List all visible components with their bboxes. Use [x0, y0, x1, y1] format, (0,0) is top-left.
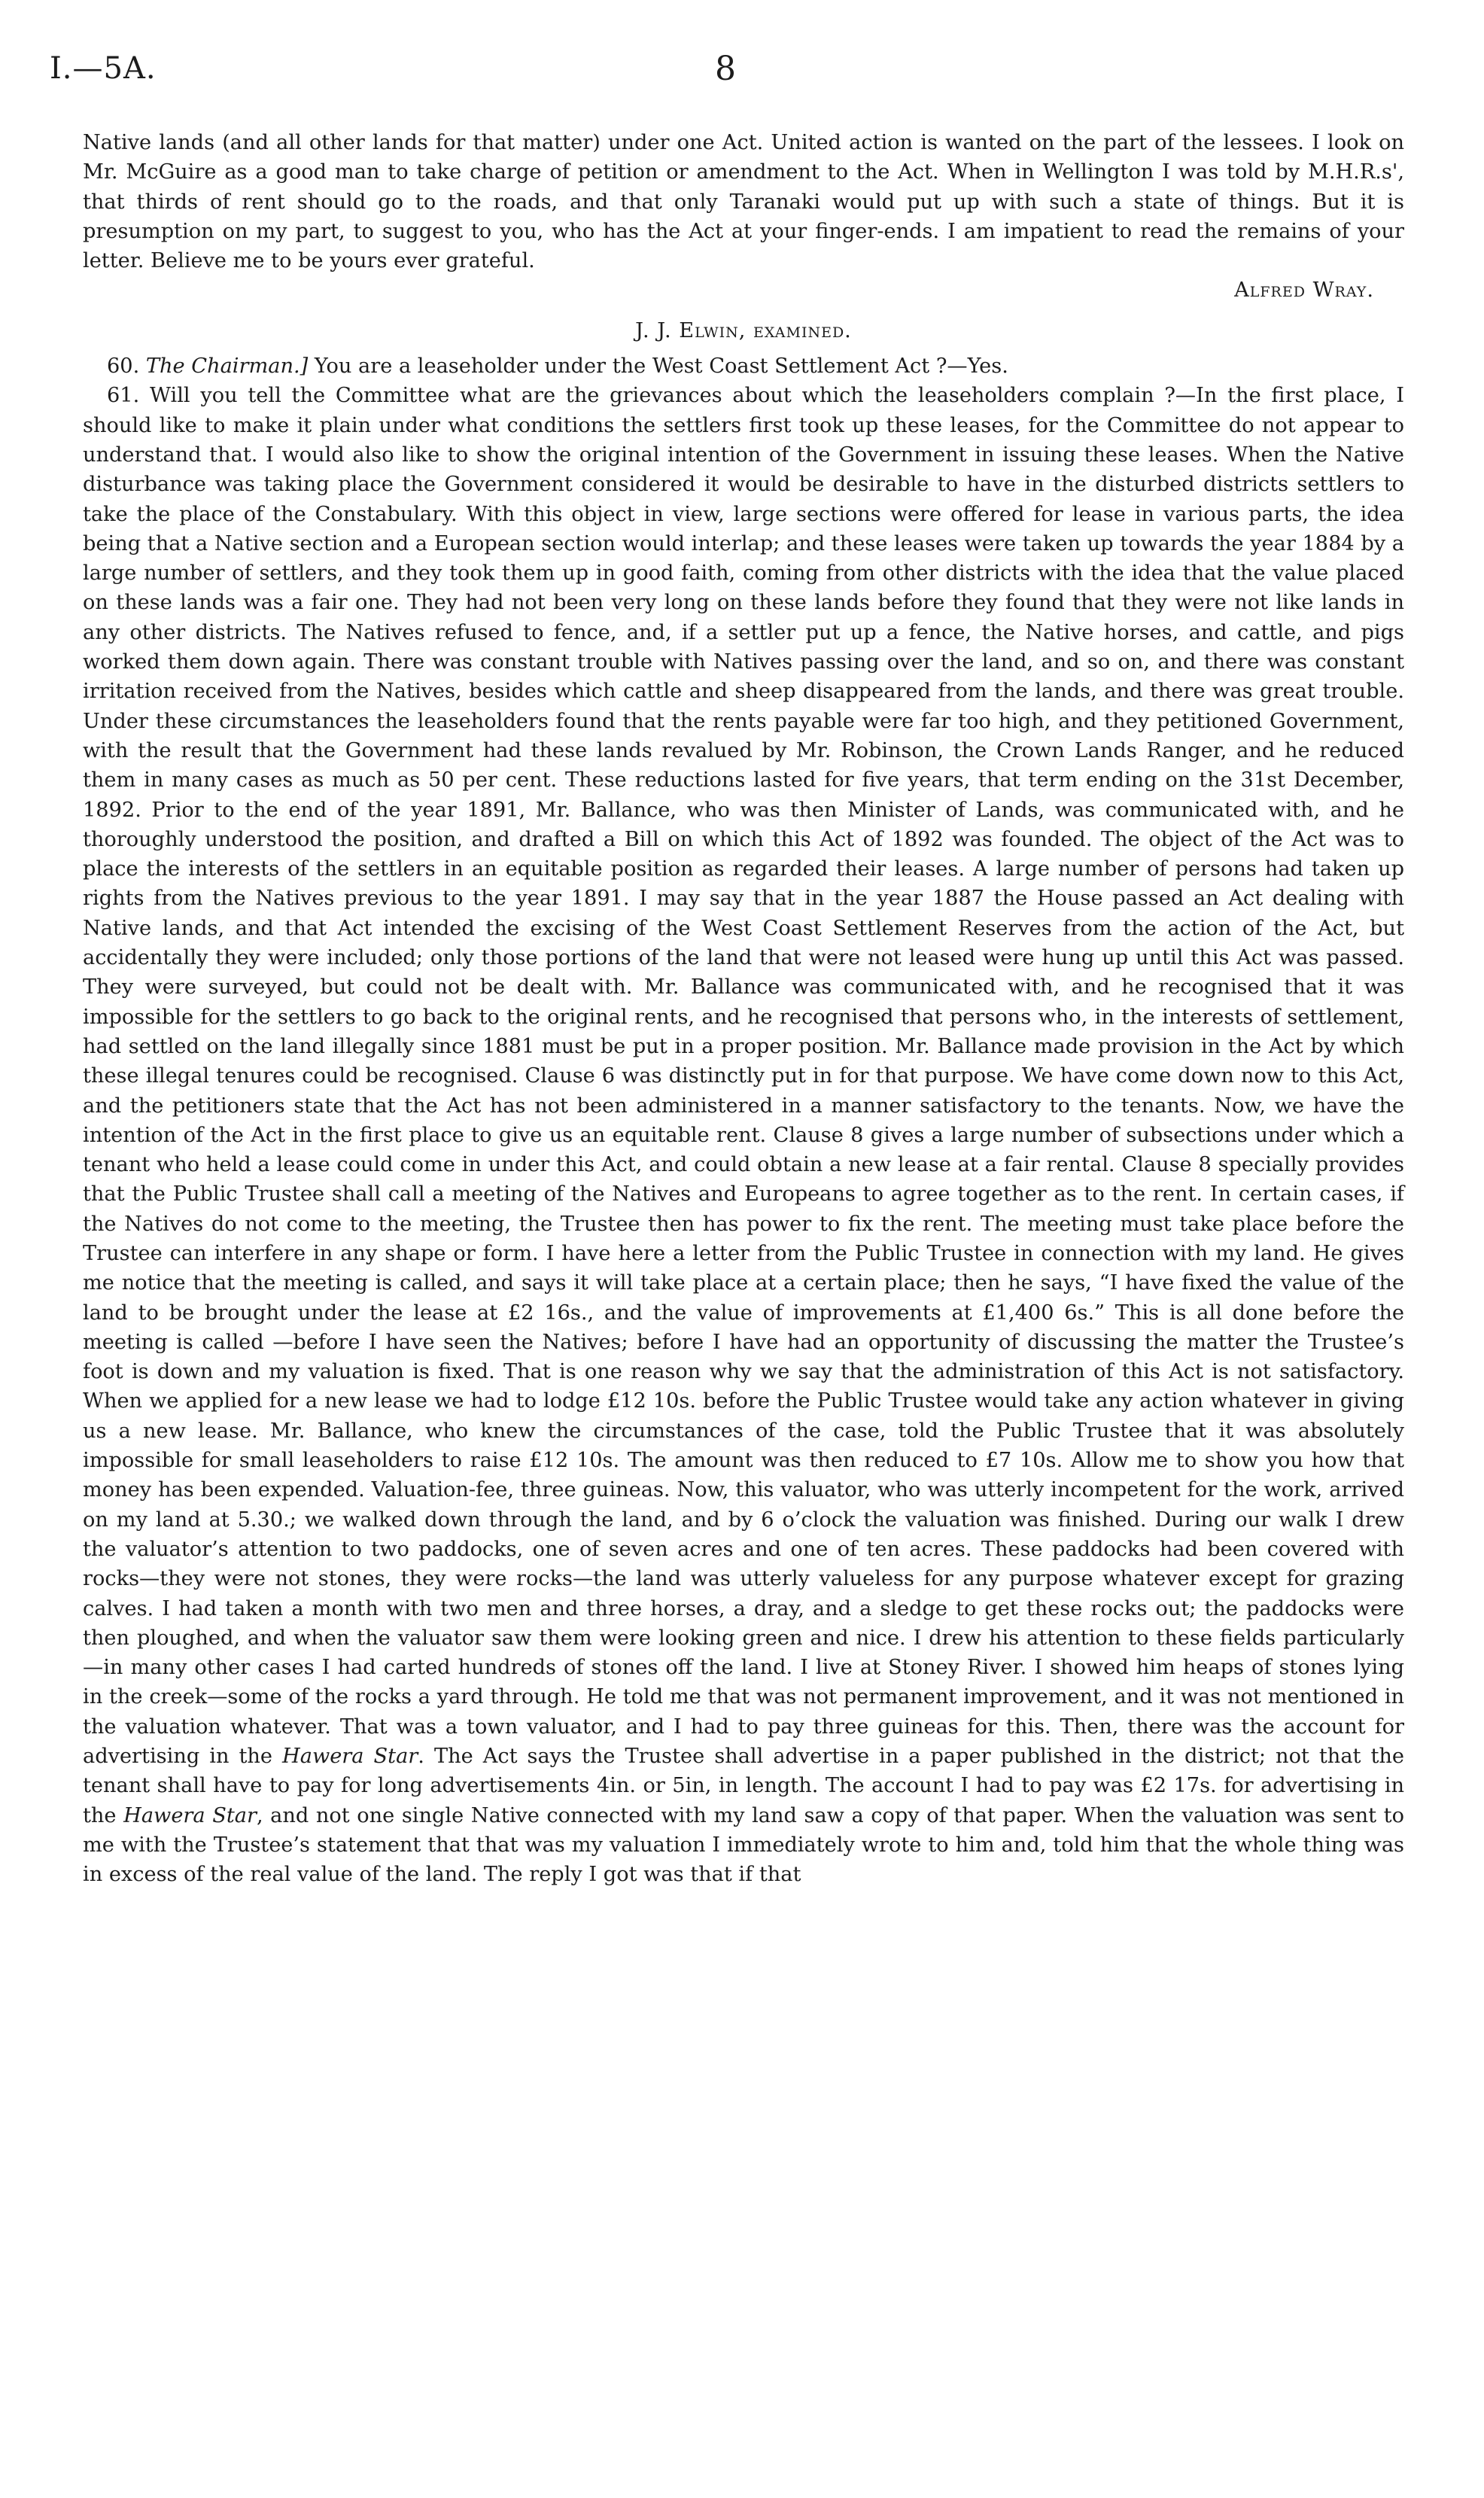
witness-heading: J. J. Elwin, examined.: [635, 318, 852, 342]
page-number: 8: [715, 50, 736, 88]
q61-number: 61.: [107, 384, 140, 408]
q60-speaker: The Chairman.]: [145, 354, 309, 379]
newspaper-name: Hawera Star: [123, 1803, 257, 1827]
newspaper-name: Hawera Star: [282, 1745, 418, 1769]
letter-signature: Alfred Wray.: [1234, 278, 1374, 303]
signature-line: [83, 275, 1404, 305]
letter-body: Native lands (and all other lands for that matter) under one Act. United action is wanted on the part of the lessees. I look on Mr. McGuire as a good man to take charge of petition or amendment to the Act. When in Wellington I was told by M.H.R.s', that thirds of rent should go to the roads, and that only Taranaki would put up with such a state of things. But it is presumption on my part, to suggest to you, who has the Act at your finger-ends. I am impatient to read the remains of your letter. Believe me to be yours ever grateful.: [83, 131, 1404, 273]
letter-paragraph: [83, 128, 1404, 275]
body-text: [83, 128, 1404, 1890]
question-61: [83, 381, 1404, 1889]
document-reference: I.—5A.: [50, 51, 157, 86]
q60-text: You are a leaseholder under the West Coast Settlement Act ?—Yes.: [314, 354, 1008, 379]
question-60: [83, 351, 1404, 381]
q61-text-part-2: . The Act says the Trustee shall advertise in a paper published in the district; not that the tenant shall have to pay for long advertisements 4in. or 5in, in length. The account I had to pay was £2 17s. for advertising in the: [83, 1745, 1404, 1827]
q61-text-part-3: , and not one single Native connected with my land saw a copy of that paper. When the valuation was sent to me with the Trustee’s statement that that was my valuation I immediately wrote to him and, told him that the whole thing was in excess of the real value of the land. The reply I got was that if that: [83, 1803, 1404, 1887]
q60-number: 60.: [107, 354, 140, 379]
q61-text-part-1: Will you tell the Committee what are the grievances about which the leaseholders complain ?—In the first place, I should like to make it plain under what conditions the settlers first took up these leases, for the Committee do not appear to understand that. I would also like to show the original intention of the Government in issuing these leases. When the Native disturbance was taking place the Government considered it would be desirable to have in the disturbed districts settlers to take the place of the Constabulary. With this object in view, large sections were offered for lease in various parts, the idea being that a Native section and a European section would interlap; and these leases were taken up towards the year 1884 by a large number of settlers, and they took them up in good faith, coming from other districts with the idea that the value placed on these lands was a fair one. They had not been very long on these lands before they found that they were not like lands in any other districts. The Natives refused to fence, and, if a settler put up a fence, the Native horses, and cattle, and pigs worked them down again. There was constant trouble with Natives passing over the land, and so on, and there was constant irritation received from the Natives, besides which cattle and sheep disappeared from the lands, and there was great trouble. Under these circumstances the leaseholders found that the rents payable were far too high, and they petitioned Government, with the result that the Government had these lands revalued by Mr. Robinson, the Crown Lands Ranger, and he reduced them in many cases as much as 50 per cent. These reductions lasted for five years, that term ending on the 31st December, 1892. Prior to the end of the year 1891, Mr. Ballance, who was then Minister of Lands, was communicated with, and he thoroughly understood the position, and drafted a Bill on which this Act of 1892 was founded. The object of the Act was to place the interests of the settlers in an equitable position as regarded their leases. A large number of persons had taken up rights from the Natives previous to the year 1891. I may say that in the year 1887 the House passed an Act dealing with Native lands, and that Act intended the excising of the West Coast Settlement Reserves from the action of the Act, but accidentally they were included; only those portions of the land that were not leased were hung up until this Act was passed. They were surveyed, but could not be dealt with. Mr. Ballance was communicated with, and he recognised that it was impossible for the settlers to go back to the original rents, and he recognised that persons who, in the interests of settlement, had settled on the land illegally since 1881 must be put in a proper position. Mr. Ballance made provision in the Act by which these illegal tenures could be recognised. Clause 6 was distinctly put in for that purpose. We have come down now to this Act, and the petitioners state that the Act has not been administered in a manner satisfactory to the tenants. Now, we have the intention of the Act in the first place to give us an equitable rent. Clause 8 gives a large number of subsections under which a tenant who held a lease could come in under this Act, and could obtain a new lease at a fair rental. Clause 8 specially provides that the Public Trustee shall call a meeting of the Natives and Europeans to agree together as to the rent. In certain cases, if the Natives do not come to the meeting, the Trustee then has power to fix the rent. The meeting must take place before the Trustee can interfere in any shape or form. I have here a letter from the Public Trustee in connection with my land. He gives me notice that the meeting is called, and says it will take place at a certain place; then he says, “I have fixed the value of the land to be brought under the lease at £2 16s., and the value of improvements at £1,400 6s.” This is all done before the meeting is called —before I have seen the Natives; before I have had an opportunity of discussing the matter the Trustee’s foot is down and my valuation is fixed. That is one reason why we say that the administration of this Act is not satisfactory. When we applied for a new lease we had to lodge £12 10s. before the Public Trustee would take any action whatever in giving us a new lease. Mr. Ballance, who knew the circumstances of the case, told the Public Trustee that it was absolutely impossible for small leaseholders to raise £12 10s. The amount was then reduced to £7 10s. Allow me to show you how that money has been expended. Valuation-fee, three guineas. Now, this valuator, who was utterly incompetent for the work, arrived on my land at 5.30.; we walked down through the land, and by 6 o’clock the valuation was finished. During our walk I drew the valuator’s attention to two paddocks, one of seven acres and one of ten acres. These paddocks had been covered with rocks—they were not stones, they were rocks—the land was utterly valueless for any purpose whatever except for grazing calves. I had taken a month with two men and three horses, a dray, and a sledge to get these rocks out; the paddocks were then ploughed, and when the valuator saw them were looking green and nice. I drew his attention to these fields particularly—in many other cases I had carted hundreds of stones off the land. I live at Stoney River. I showed him heaps of stones lying in the creek—some of the rocks a yard through. He told me that was not permanent improvement, and it was not mentioned in the valuation whatever. That was a town valuator, and I had to pay three guineas for this. Then, there was the account for advertising in the: [83, 384, 1404, 1769]
